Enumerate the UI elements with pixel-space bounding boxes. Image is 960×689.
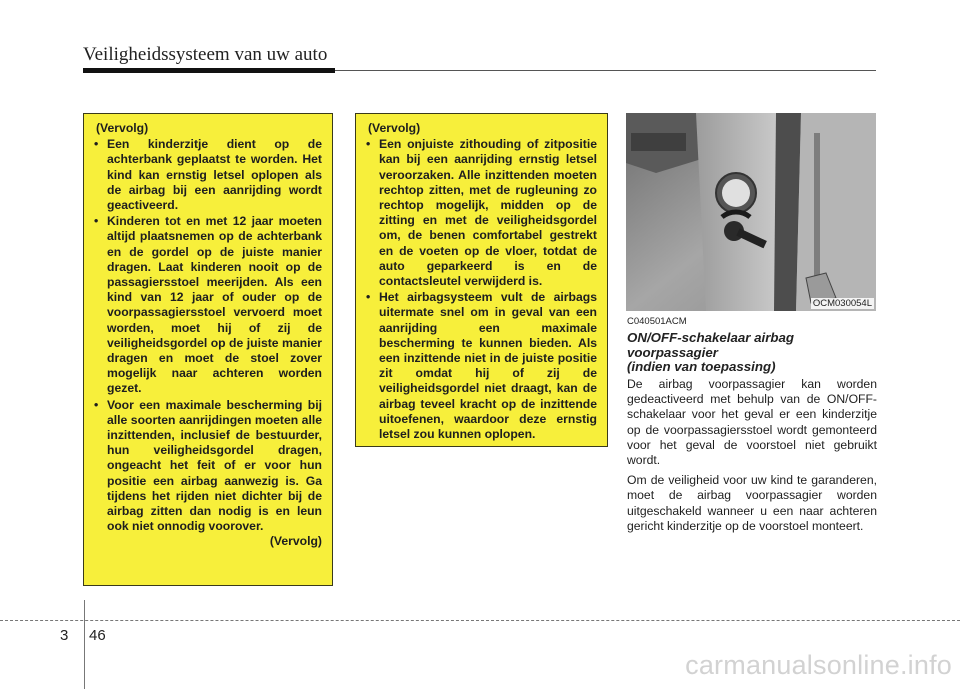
page-header-title: Veiligheidssysteem van uw auto [83,44,328,65]
section-code: C040501ACM [627,316,687,327]
section-title-line: (indien van toepassing) [627,359,776,374]
airbag-switch-photo [626,113,876,311]
continued-label-bottom: (Vervolg) [269,534,322,549]
header-rule-thin [335,70,876,71]
watermark: carmanualsonline.info [685,650,952,680]
footer-rule [0,620,960,621]
section-title [627,331,877,375]
body-paragraph: De airbag voorpassagier kan worden gedeactiveerd met behulp van de ON/OFF-schakelaar voor het geval er een kinderzitje op de voorpassagiersstoel wordt gemonteerd voor het geval de voorstoel niet gebruikt wordt. [627,377,877,468]
body-paragraph: Om de veiligheid voor uw kind te garanderen, moet de airbag voorpassagier worden uitgeschakeld wanneer u een naar achteren gericht kinderzitje op de voorstoel monteert. [627,473,877,533]
dashboard-illustration [626,113,876,311]
page-number: 46 [89,627,106,644]
warning-item: • Kinderen tot en met 12 jaar moeten altijd plaatsnemen op de achterbank en de gordel op de juiste manier dragen. Laat kinderen nooit op de passagiersstoel meerijden. Als een kind van 12 jaar of ouder op de voorpassagiersstoel vervoerd moet worden, moet hij of zij de veiligheidsgordel op de juiste manier dragen en moet de stoel zover mogelijk naar achteren worden gezet. [94,214,322,396]
warning-box-middle [355,113,608,447]
header-rule-thick [83,68,335,73]
photo-caption: OCM030054L [812,298,872,309]
continued-label: (Vervolg) [96,121,149,135]
warning-item: • Een onjuiste zithouding of zitpositie kan bij een aanrijding ernstig letsel veroorzaken. Alle inzittenden moeten rechtop zitten, met de rugleuning zo rechtop mogelijk, midden op de zitting en met de veiligheidsgordel om, de benen comfortabel gestrekt en de voeten op de vloer, totdat de auto geparkeerd is en de contactsleutel verwijderd is. [366,137,597,289]
footer-divider [84,600,85,689]
section-title-line: voorpassagier [627,344,718,360]
warning-item: • Een kinderzitje dient op de achterbank geplaatst te worden. Het kind kan ernstig letsel oplopen als de airbag bij een aanrijding wordt geactiveerd. [94,137,322,213]
warning-item: • Voor een maximale bescherming bij alle soorten aanrijdingen moeten alle inzittenden, inclusief de bestuurder, hun veiligheidsgordel dragen, ongeacht het feit of er voor hun positie een airbag aanwezig is. Ga tijdens het rijden niet dichter bij de airbag zitten dan nodig is en leun ook niet onnodig voorover. [94,398,322,535]
warning-list [366,137,597,442]
warning-item: • Het airbagsysteem vult de airbags uitermate snel om in geval van een aanrijding een maximale bescherming te kunnen bieden. Als een inzittende niet in de juiste positie zit omdat hij of zij de veiligheidsgordel niet draagt, kan de airbag teveel kracht op de inzittende uitoefenen, waardoor deze ernstig letsel zou kunnen oplopen. [366,290,597,442]
section-body [627,377,877,539]
warning-list [94,137,322,534]
chapter-number: 3 [60,627,69,644]
section-title-line: ON/OFF-schakelaar airbag [627,330,795,345]
warning-box-left [83,113,333,586]
continued-label: (Vervolg) [368,121,421,135]
